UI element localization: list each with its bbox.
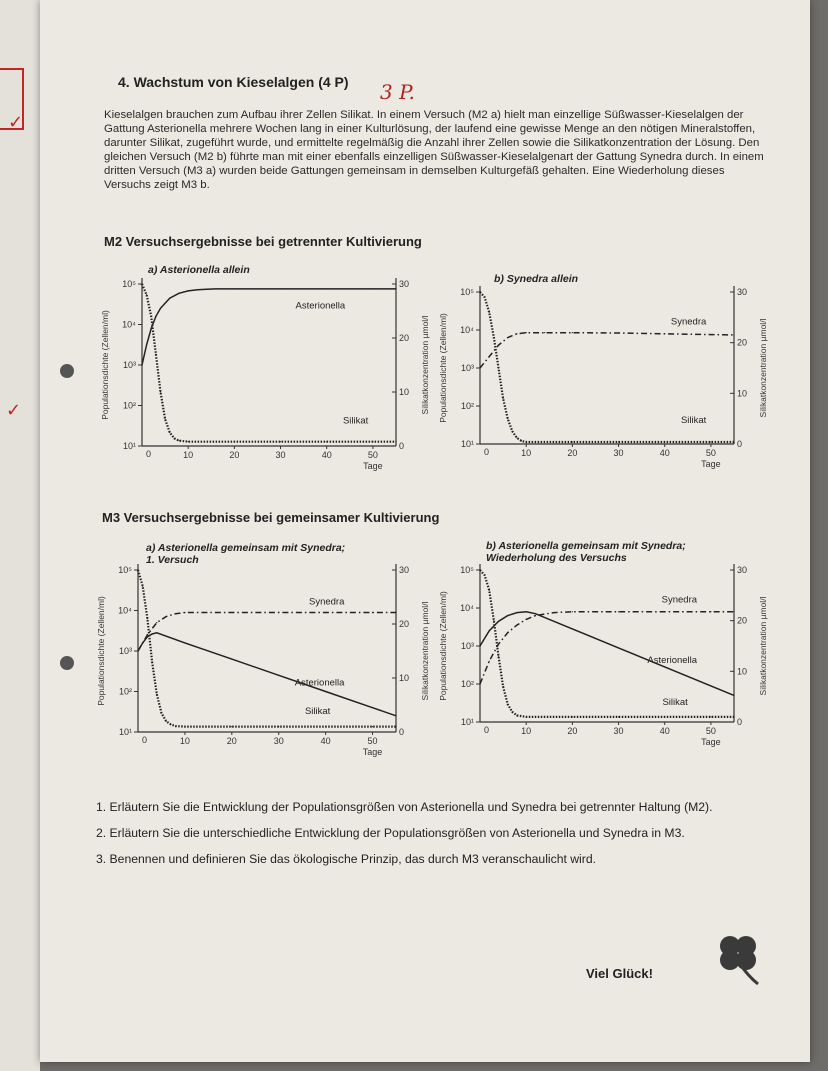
x-tick-label: 40: [320, 736, 331, 746]
data-point-silikat: [156, 694, 157, 695]
data-point-synedra: [507, 337, 508, 338]
data-point-asterionella: [710, 685, 711, 686]
series-label: Silikat: [304, 705, 331, 717]
series-label: Silikat: [680, 415, 707, 427]
y2-tick-label: 10: [737, 388, 748, 399]
m2a-chart: [96, 270, 436, 480]
data-point-asterionella: [160, 308, 161, 309]
data-point-asterionella: [169, 298, 170, 299]
data-point-silikat: [489, 590, 490, 591]
data-point-asterionella: [188, 290, 189, 291]
series-line-asterionella: [142, 289, 396, 365]
x-tick-label: 50: [705, 448, 716, 458]
data-point-asterionella: [535, 613, 536, 614]
data-point-silikat: [493, 620, 494, 621]
data-point-silikat: [498, 656, 499, 657]
data-point-asterionella: [231, 659, 232, 660]
data-point-asterionella: [215, 288, 216, 289]
data-point-synedra: [572, 611, 573, 612]
data-point-synedra: [507, 632, 508, 633]
data-point-asterionella: [147, 636, 148, 637]
y-tick-label: 10⁵: [122, 279, 136, 289]
x-axis-title: Tage: [362, 747, 383, 757]
y-tick-label: 10³: [460, 641, 474, 651]
x-tick-label: 20: [567, 448, 578, 458]
y-tick-label: 10¹: [460, 439, 474, 449]
x-tick-label: 0: [484, 447, 490, 457]
data-point-asterionella: [178, 293, 179, 294]
y2-axis-title: Silikatkonzentration µmol/l: [420, 315, 430, 415]
y2-tick-label: 0: [737, 439, 743, 449]
data-point-asterionella: [572, 628, 573, 629]
data-point-asterionella: [278, 675, 279, 676]
y-tick-label: 10²: [122, 400, 136, 411]
data-point-silikat: [280, 441, 281, 442]
x-tick-label: 40: [321, 450, 332, 460]
data-point-synedra: [572, 332, 573, 333]
y-tick-label: 10⁵: [460, 287, 474, 297]
data-point-silikat: [572, 441, 573, 442]
y-axis-title: Populationsdichte (Zellen/ml): [96, 596, 106, 706]
data-point-silikat: [372, 726, 373, 727]
x-tick-label: 0: [484, 725, 490, 735]
m2-title: M2 Versuchsergebnisse bei getrennter Kultivierung: [104, 234, 422, 249]
x-tick-label: 30: [613, 448, 624, 458]
data-point-asterionella: [664, 666, 665, 667]
data-point-silikat: [484, 296, 485, 297]
data-point-silikat: [618, 716, 619, 717]
data-point-silikat: [164, 418, 165, 419]
data-point-synedra: [498, 345, 499, 346]
y-tick-label: 10¹: [122, 441, 136, 451]
data-point-silikat: [516, 715, 517, 716]
handwritten-score: 3 P.: [380, 80, 415, 104]
data-point-silikat: [137, 569, 138, 570]
y-tick-label: 10⁴: [122, 319, 136, 330]
data-point-silikat: [710, 716, 711, 717]
data-point-silikat: [733, 716, 734, 717]
series-line-synedra: [480, 333, 734, 368]
x-tick-label: 10: [521, 726, 532, 736]
x-axis-title: Tage: [701, 737, 721, 747]
y-axis-title: Populationsdichte (Zellen/ml): [438, 591, 448, 701]
data-point-silikat: [151, 316, 152, 317]
data-point-asterionella: [395, 288, 396, 289]
y-tick-label: 10³: [460, 363, 474, 373]
y-tick-label: 10⁵: [460, 565, 474, 575]
task-1: 1. Erläutern Sie die Entwicklung der Populationsgrößen von Asterionella und Synedra bei getrennter Haltung (M2).: [96, 800, 713, 814]
y-tick-label: 10³: [118, 646, 132, 656]
data-point-silikat: [507, 704, 508, 705]
data-point-synedra: [489, 661, 490, 662]
data-point-synedra: [203, 612, 204, 613]
x-tick-label: 20: [226, 736, 237, 746]
m3b-chart: [434, 556, 774, 756]
data-point-asterionella: [184, 642, 185, 643]
x-tick-label: 30: [275, 450, 286, 460]
red-check-mark-icon: ✓: [8, 112, 24, 132]
data-point-silikat: [498, 367, 499, 368]
y-tick-label: 10²: [460, 679, 474, 689]
m3a-panel-title-line1: a) Asterionella gemeinsam mit Synedra;: [146, 542, 346, 554]
y-tick-label: 10²: [118, 686, 132, 697]
data-point-asterionella: [526, 611, 527, 612]
y2-axis-title: Silikatkonzentration µmol/l: [758, 596, 768, 696]
data-point-silikat: [175, 725, 176, 726]
data-point-asterionella: [197, 289, 198, 290]
farewell-text: Viel Glück!: [586, 966, 653, 981]
data-point-silikat: [160, 391, 161, 392]
data-point-synedra: [278, 612, 279, 613]
data-point-synedra: [553, 612, 554, 613]
data-point-asterionella: [156, 632, 157, 633]
punch-hole: [60, 656, 74, 670]
clover-icon: [708, 928, 768, 988]
data-point-synedra: [372, 612, 373, 613]
data-point-asterionella: [326, 288, 327, 289]
intro-text: Kieselalgen brauchen zum Aufbau ihrer Zellen Silikat. In einem Versuch (M2 a) hielt man einzellige Süßwasser-Kieselalgen der Gattung Asterionella mehrere Wochen lang in einer Kulturlösung, der laufend eine gewisse Menge an den nötigen Mineralstoffen, darunter Silikat, zugeführt wurde, und ermittelte regelmäßig die Anzahl ihrer Zellen sowie die Silikatkonzentration der Lösung. Den gleichen Versuch (M2 b) führte man mit einer ebenfalls einzelligen Süßwasser-Kieselalgenart der Gattung Synedra durch. In einem dritten Versuch (M3 a) wurden beide Gattungen gemeinsam in demselben Kulturgefäß gehalten. Eine Wiederholung dieses Versuchs zeigt M3 b.: [104, 109, 764, 191]
m3-title: M3 Versuchsergebnisse bei gemeinsamer Kultivierung: [102, 510, 440, 525]
data-point-silikat: [151, 661, 152, 662]
data-point-silikat: [502, 398, 503, 399]
data-point-asterionella: [618, 647, 619, 648]
data-point-silikat: [166, 721, 167, 722]
data-point-silikat: [507, 418, 508, 419]
data-point-silikat: [178, 440, 179, 441]
data-point-silikat: [572, 716, 573, 717]
data-point-synedra: [516, 625, 517, 626]
x-tick-label: 10: [521, 448, 532, 458]
y2-tick-label: 0: [399, 441, 405, 451]
data-point-synedra: [535, 615, 536, 616]
left-page-edge: [0, 0, 40, 1071]
punch-hole: [60, 364, 74, 378]
data-point-silikat: [278, 726, 279, 727]
data-point-synedra: [489, 356, 490, 357]
data-point-silikat: [372, 441, 373, 442]
series-label: Asterionella: [294, 677, 345, 689]
data-point-synedra: [618, 332, 619, 333]
data-point-asterionella: [206, 289, 207, 290]
data-point-silikat: [146, 294, 147, 295]
data-point-silikat: [395, 726, 396, 727]
y2-tick-label: 10: [399, 673, 410, 683]
data-point-silikat: [170, 724, 171, 725]
x-tick-label: 30: [273, 736, 284, 746]
y2-tick-label: 10: [399, 387, 410, 397]
y-tick-label: 10¹: [460, 717, 474, 727]
y-tick-label: 10⁴: [118, 605, 132, 616]
y2-tick-label: 30: [737, 565, 748, 575]
data-point-silikat: [174, 438, 175, 439]
m3a-panel-title-line2: 1. Versuch: [146, 554, 199, 566]
y2-axis-title: Silikatkonzentration µmol/l: [420, 601, 430, 701]
data-point-synedra: [147, 634, 148, 635]
red-tick-icon: ✓: [6, 400, 22, 420]
data-point-synedra: [526, 332, 527, 333]
x-tick-label: 10: [179, 736, 190, 746]
y-axis-title: Populationsdichte (Zellen/ml): [100, 310, 110, 420]
data-point-silikat: [512, 711, 513, 712]
y2-tick-label: 0: [399, 727, 405, 737]
data-point-silikat: [479, 291, 480, 292]
data-point-silikat: [489, 312, 490, 313]
x-tick-label: 20: [229, 450, 240, 460]
data-point-asterionella: [280, 288, 281, 289]
y-axis-title: Populationsdichte (Zellen/ml): [438, 313, 448, 423]
data-point-silikat: [664, 441, 665, 442]
data-point-asterionella: [516, 612, 517, 613]
y2-tick-label: 30: [399, 279, 410, 289]
data-point-synedra: [544, 332, 545, 333]
data-point-silikat: [395, 441, 396, 442]
y-tick-label: 10³: [122, 360, 136, 370]
data-point-asterionella: [507, 615, 508, 616]
data-point-silikat: [710, 441, 711, 442]
data-point-silikat: [733, 441, 734, 442]
m3a-chart: [92, 556, 436, 766]
x-tick-label: 50: [367, 450, 378, 460]
data-point-asterionella: [151, 633, 152, 634]
data-point-synedra: [516, 333, 517, 334]
series-label: Asterionella: [295, 300, 346, 312]
x-tick-label: 20: [567, 726, 578, 736]
x-axis-title: Tage: [363, 461, 383, 471]
x-tick-label: 0: [146, 449, 152, 459]
data-point-synedra: [395, 612, 396, 613]
data-point-asterionella: [372, 707, 373, 708]
data-point-synedra: [664, 611, 665, 612]
task-2: 2. Erläutern Sie die unterschiedliche Entwicklung der Populationsgrößen von Asterionella und Synedra in M3.: [96, 826, 685, 840]
data-point-asterionella: [372, 288, 373, 289]
data-point-synedra: [479, 683, 480, 684]
data-point-asterionella: [142, 642, 143, 643]
m2b-panel-title: b) Synedra allein: [494, 273, 579, 285]
task-heading: 4. Wachstum von Kieselalgen (4 P): [118, 74, 349, 90]
x-tick-label: 0: [142, 735, 148, 745]
data-point-synedra: [710, 334, 711, 335]
y-tick-label: 10¹: [118, 727, 132, 737]
data-point-synedra: [175, 613, 176, 614]
data-point-synedra: [231, 612, 232, 613]
data-point-asterionella: [395, 715, 396, 716]
data-point-silikat: [231, 726, 232, 727]
x-tick-label: 10: [183, 450, 194, 460]
series-label: Synedra: [309, 596, 345, 608]
data-point-synedra: [498, 644, 499, 645]
y-tick-label: 10²: [460, 401, 474, 411]
data-point-silikat: [526, 716, 527, 717]
data-point-silikat: [142, 586, 143, 587]
data-point-asterionella: [489, 630, 490, 631]
data-point-silikat: [502, 686, 503, 687]
data-point-synedra: [166, 616, 167, 617]
y-tick-label: 10⁴: [460, 325, 474, 335]
data-point-asterionella: [479, 645, 480, 646]
data-point-asterionella: [137, 650, 138, 651]
x-tick-label: 30: [613, 726, 624, 736]
data-point-silikat: [526, 441, 527, 442]
data-point-silikat: [184, 726, 185, 727]
data-point-silikat: [161, 713, 162, 714]
y2-tick-label: 20: [737, 337, 748, 348]
series-line-synedra: [138, 613, 396, 652]
data-point-silikat: [169, 432, 170, 433]
data-point-silikat: [234, 441, 235, 442]
series-label: Synedra: [661, 594, 698, 606]
data-point-asterionella: [234, 288, 235, 289]
y2-tick-label: 10: [737, 666, 748, 677]
data-point-asterionella: [733, 695, 734, 696]
x-tick-label: 40: [659, 448, 670, 458]
data-point-silikat: [618, 441, 619, 442]
data-point-silikat: [141, 283, 142, 284]
data-point-silikat: [326, 441, 327, 442]
data-point-silikat: [325, 726, 326, 727]
data-point-synedra: [184, 612, 185, 613]
data-point-synedra: [526, 619, 527, 620]
m2a-panel-title: a) Asterionella allein: [148, 264, 250, 276]
y2-tick-label: 30: [737, 287, 748, 297]
data-point-synedra: [733, 611, 734, 612]
y2-tick-label: 20: [737, 615, 748, 626]
m2b-chart: [434, 278, 774, 478]
series-label: Synedra: [670, 316, 707, 328]
data-point-silikat: [512, 431, 513, 432]
data-point-silikat: [493, 337, 494, 338]
data-point-silikat: [664, 716, 665, 717]
data-point-synedra: [733, 334, 734, 335]
series-label: Silikat: [662, 696, 688, 708]
data-point-silikat: [147, 618, 148, 619]
y2-tick-label: 30: [399, 565, 410, 575]
data-point-silikat: [188, 441, 189, 442]
y2-tick-label: 0: [737, 717, 743, 727]
series-line-synedra: [480, 612, 734, 684]
data-point-asterionella: [155, 316, 156, 317]
data-point-synedra: [710, 611, 711, 612]
series-label: Silikat: [342, 415, 369, 427]
data-point-silikat: [521, 440, 522, 441]
data-point-silikat: [479, 569, 480, 570]
data-point-synedra: [156, 622, 157, 623]
y2-axis-title: Silikatkonzentration µmol/l: [758, 318, 768, 418]
y-tick-label: 10⁵: [118, 565, 132, 575]
task-list: [96, 800, 766, 878]
data-point-synedra: [664, 333, 665, 334]
m3b-panel-title-line1: b) Asterionella gemeinsam mit Synedra;: [486, 540, 686, 552]
data-point-asterionella: [498, 621, 499, 622]
data-point-asterionella: [325, 691, 326, 692]
x-tick-label: 50: [367, 736, 378, 746]
m3b-panel-title-line2: Wiederholung des Versuchs: [486, 552, 627, 564]
x-tick-label: 50: [705, 726, 716, 736]
x-tick-label: 40: [659, 726, 670, 736]
y2-tick-label: 20: [399, 333, 410, 343]
series-label: Asterionella: [647, 655, 698, 667]
data-point-silikat: [516, 437, 517, 438]
data-point-silikat: [155, 354, 156, 355]
data-point-synedra: [325, 612, 326, 613]
y-tick-label: 10⁴: [460, 603, 474, 613]
data-point-synedra: [618, 611, 619, 612]
data-point-synedra: [479, 367, 480, 368]
task-3: 3. Benennen und definieren Sie das ökologische Prinzip, das durch M3 veranschaulicht wird.: [96, 852, 596, 866]
data-point-silikat: [484, 574, 485, 575]
data-point-asterionella: [146, 344, 147, 345]
y2-tick-label: 20: [399, 619, 410, 629]
data-point-asterionella: [141, 364, 142, 365]
series-line-asterionella: [138, 633, 396, 716]
x-axis-title: Tage: [701, 459, 721, 469]
